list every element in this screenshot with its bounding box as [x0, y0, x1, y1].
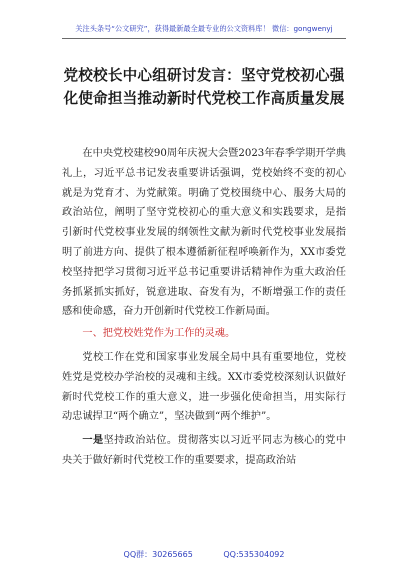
point-text: 坚持政治站位。贯彻落实以习近平同志为核心的党中央关于做好新时代党校工作的重要要求，提高政治站 [62, 435, 347, 466]
footer-qq: QQ:535304092 [223, 550, 285, 559]
document-title: 党校校长中心组研讨发言：坚守党校初心强化使命担当推动新时代党校工作高质量发展 [63, 67, 345, 107]
header-divider [62, 38, 346, 39]
point-lead: 一是 [82, 434, 104, 447]
footer-qq-group: QQ群：30265665 [123, 550, 193, 559]
section-paragraph: 党校工作在党和国家事业发展全局中具有重要地位，党校姓党是党校办学治校的灵魂和主线。XX市委党校深刻认识做好新时代党校工作的重大意义，进一步强化使命担当，用实际行动忠诚捍卫“两个确立”，坚决做到“两个维护”。 [62, 351, 346, 423]
section-heading: 一、把党校姓党作为工作的灵魂。 [82, 328, 236, 340]
intro-paragraph: 在中央党校建校90周年庆祝大会暨2023年春季学期开学典礼上，习近平总书记发表重要讲话强调，党校始终不变的初心就是为党育才、为党献策。明确了党校围绕中心、服务大局的政治站位，阐明了坚守党校初心的重大意义和实践要求，是指引新时代党校事业发展的纲领性文献为新时代党校事业发展指明了前进方向、提供了根本遵循新征程呼唤新作为，XX市委党校坚持把学习贯彻习近平总书记重要讲话精神作为重大政治任务抓紧抓实抓好，锐意进取、奋发有为，不断增强工作的责任感和使命感，奋力开创新时代党校工作新局面。 [62, 148, 346, 318]
footer-contact [0, 549, 408, 560]
header-promo-note: 关注头条号“公文研究”，获得最新最全最专业的公文资料库！ 微信：gongwenyj [75, 24, 333, 33]
document-body [62, 144, 346, 471]
point-paragraph [62, 431, 346, 471]
